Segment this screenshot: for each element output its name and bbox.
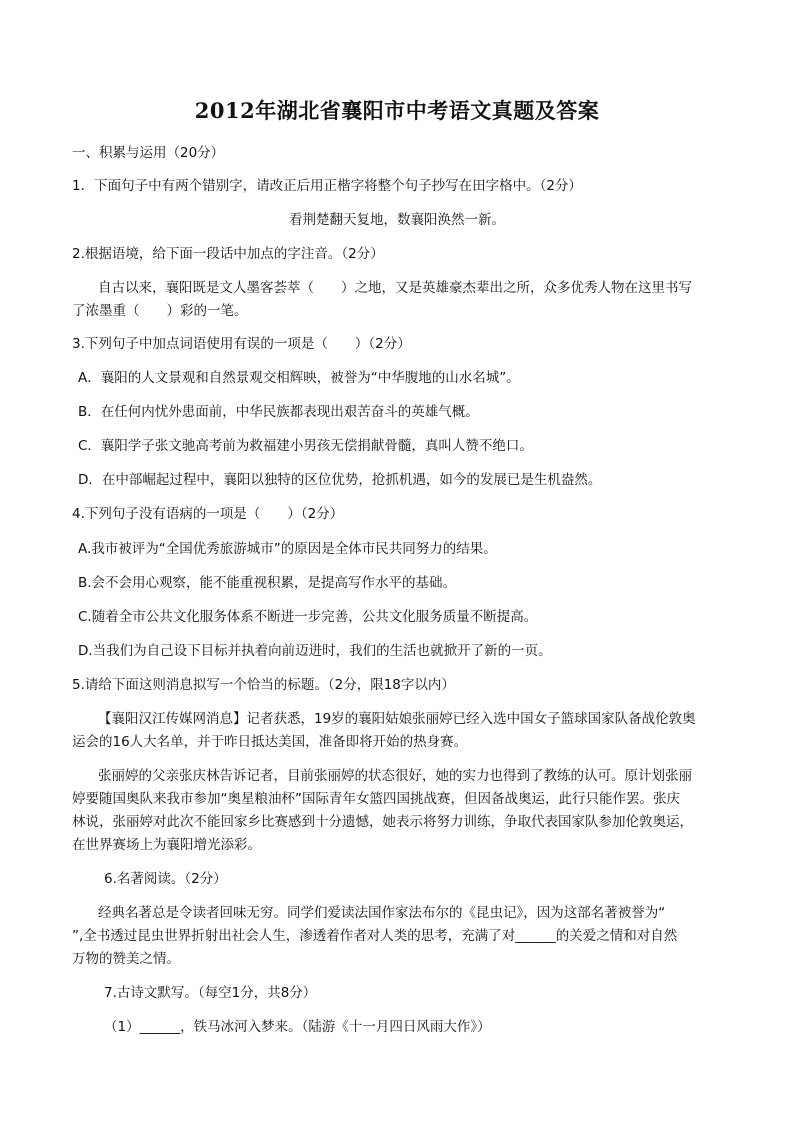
news-paragraph-line: 在世界赛场上为襄阳增光添彩。 [72,837,261,853]
question-7-item-1: （1）______，铁马冰河入梦来。（陆游《十一月四日风雨大作》） [104,1019,491,1035]
question-3-option-b: B．在任何内忧外患面前，中华民族都表现出艰苦奋斗的英雄气概。 [78,404,479,420]
question-3-option-a: A．襄阳的人文景观和自然景观交相辉映，被誉为“中华腹地的山水名城”。 [78,370,520,386]
question-3: 3.下列句子中加点词语使用有误的一项是（ ）（2分） [72,336,411,352]
question-5: 5.请给下面这则消息拟写一个恰当的标题。（2分，限18字以内） [72,677,455,693]
question-2: 2.根据语境，给下面一段话中加点的字注音。（2分） [72,246,384,262]
news-paragraph-line: 运会的16人大名单，并于昨日抵达美国，准备即将开始的热身赛。 [72,734,468,750]
question-4-option-b: B.会不会用心观察，能不能重视积累，是提高写作水平的基础。 [78,575,457,591]
question-1: 1．下面句子中有两个错别字，请改正后用正楷字将整个句子抄写在田字格中。（2分） [72,178,582,194]
question-3-option-c: C．襄阳学子张文驰高考前为救福建小男孩无偿捐献骨髓，真叫人赞不绝口。 [78,438,533,454]
document-title: 2012年湖北省襄阳市中考语文真题及答案 [194,98,600,123]
question-1-sentence: 看荆楚翻天复地，数襄阳涣然一新。 [289,212,505,228]
question-2-text-line: 自古以来，襄阳既是文人墨客荟萃（ ）之地，又是英雄豪杰辈出之所，众多优秀人物在这里书写 [98,280,692,296]
news-paragraph-line: 【襄阳汉江传媒网消息】记者获悉，19岁的襄阳姑娘张丽婷已经入选中国女子篮球国家队备战伦敦奥 [98,711,696,727]
news-paragraph-line: 婷要随国奥队来我市参加“奥星粮油杯”国际青年女篮四国挑战赛，但因备战奥运，此行只能作罢。张庆 [72,791,680,807]
section-heading: 一、积累与运用（20分） [72,145,225,161]
question-4-option-a: A.我市被评为“全国优秀旅游城市”的原因是全体市民共同努力的结果。 [78,541,497,557]
news-paragraph-line: 林说，张丽婷对此次不能回家乡比赛感到十分遗憾，她表示将努力训练，争取代表国家队参加伦敦奥运， [72,814,693,830]
question-4: 4.下列句子没有语病的一项是（ ）（2分） [72,506,344,522]
question-3-option-d: D．在中部崛起过程中，襄阳以独特的区位优势，抢抓机遇，如今的发展已是生机盎然。 [78,472,602,488]
question-6-text-line: 万物的赞美之情。 [72,951,180,967]
question-6-text-line: ”,全书透过昆虫世界折射出社会人生，渗透着作者对人类的思考，充满了对______的关爱之情和对自然 [72,928,678,944]
news-paragraph-line: 张丽婷的父亲张庆林告诉记者，目前张丽婷的状态很好，她的实力也得到了教练的认可。原计划张丽 [98,768,692,784]
question-7: 7.古诗文默写。（每空1分，共8分） [104,985,317,1001]
question-6: 6.名著阅读。（2分） [104,871,227,887]
question-6-text-line: 经典名著总是令读者回味无穷。同学们爱读法国作家法布尔的《昆虫记》，因为这部名著被誉为“ [98,905,666,921]
question-4-option-d: D.当我们为自己设下目标并执着向前迈进时，我们的生活也就掀开了新的一页。 [78,643,552,659]
question-2-text-line: 了浓墨重（ ）彩的一笔。 [72,303,248,319]
question-4-option-c: C.随着全市公共文化服务体系不断进一步完善，公共文化服务质量不断提高。 [78,609,538,625]
